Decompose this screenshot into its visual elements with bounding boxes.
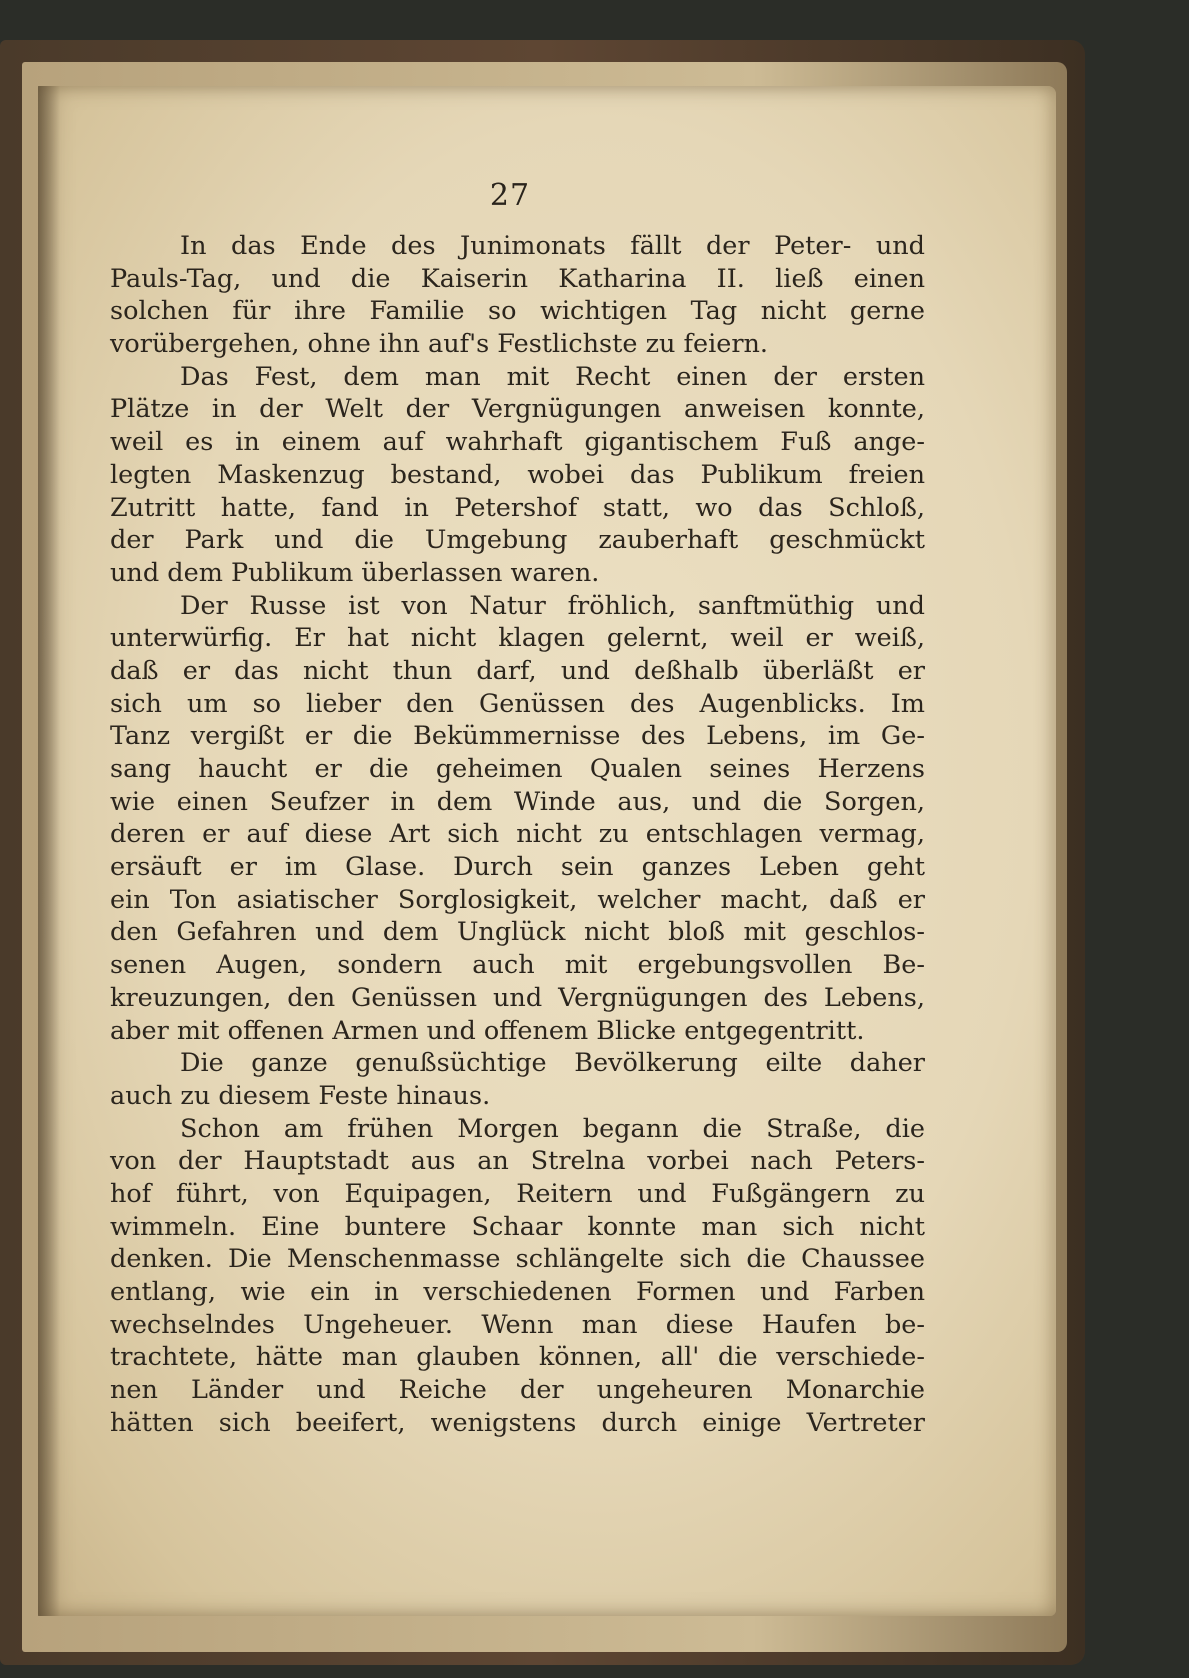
- text-line: nen Länder und Reiche der ungeheuren Monarchie: [110, 1375, 925, 1406]
- text-line: deren er auf diese Art sich nicht zu entschlagen vermag,: [110, 819, 925, 850]
- text-line: Zutritt hatte, fand in Petershof statt, wo das Schloß,: [110, 492, 925, 523]
- text-line: kreuzungen, den Genüssen und Vergnügungen des Lebens,: [110, 982, 925, 1013]
- page-gutter: [38, 86, 60, 1616]
- text-line: Das Fest, dem man mit Recht einen der ersten: [180, 361, 925, 392]
- text-line: daß er das nicht thun darf, und deßhalb überläßt er: [110, 655, 925, 686]
- text-line: trachtete, hätte man glauben können, all' die verschiede-: [110, 1342, 925, 1373]
- text-line: und dem Publikum überlassen waren.: [110, 557, 600, 588]
- text-line: senen Augen, sondern auch mit ergebungsvollen Be-: [110, 950, 925, 981]
- text-line: wie einen Seufzer in dem Winde aus, und die Sorgen,: [110, 786, 925, 817]
- text-line: auch zu diesem Feste hinaus.: [110, 1080, 491, 1111]
- text-line: wechselndes Ungeheuer. Wenn man diese Haufen be-: [110, 1309, 925, 1340]
- text-line: wimmeln. Eine buntere Schaar konnte man sich nicht: [110, 1211, 925, 1242]
- text-line: sich um so lieber den Genüssen des Augenblicks. Im: [110, 688, 925, 719]
- text-line: ersäuft er im Glase. Durch sein ganzes Leben geht: [110, 852, 925, 883]
- text-line: den Gefahren und dem Unglück nicht bloß mit geschlos-: [110, 917, 925, 948]
- text-line: unterwürfig. Er hat nicht klagen gelernt, weil er weiß,: [110, 623, 925, 654]
- text-line: legten Maskenzug bestand, wobei das Publikum freien: [110, 459, 925, 490]
- text-line: entlang, wie ein in verschiedenen Formen und Farben: [110, 1277, 925, 1307]
- text-line: Der Russe ist von Natur fröhlich, sanftmüthig und: [180, 590, 925, 621]
- text-line: hof führt, von Equipagen, Reitern und Fußgängern zu: [110, 1178, 925, 1209]
- text-line: weil es in einem auf wahrhaft gigantischem Fuß ange-: [110, 427, 925, 458]
- text-line: solchen für ihre Familie so wichtigen Tag nicht gerne: [110, 296, 925, 327]
- text-line: Schon am frühen Morgen begann die Straße, die: [180, 1113, 925, 1144]
- text-line: In das Ende des Junimonats fällt der Peter- und: [180, 231, 925, 261]
- text-line: von der Hauptstadt aus an Strelna vorbei nach Peters-: [110, 1146, 925, 1177]
- text-line: vorübergehen, ohne ihn auf's Festlichste zu feiern.: [110, 329, 769, 360]
- text-line: der Park und die Umgebung zauberhaft geschmückt: [110, 525, 925, 556]
- text-line: Tanz vergißt er die Bekümmernisse des Lebens, im Ge-: [110, 721, 925, 752]
- text-line: sang haucht er die geheimen Qualen seines Herzens: [110, 754, 925, 784]
- text-line: hätten sich beeifert, wenigstens durch einige Vertreter: [110, 1407, 925, 1438]
- text-line: Die ganze genußsüchtige Bevölkerung eilte daher: [180, 1048, 925, 1079]
- text-line: Plätze in der Welt der Vergnügungen anweisen konnte,: [110, 394, 925, 425]
- page-number: 27: [489, 178, 531, 213]
- text-line: Pauls-Tag, und die Kaiserin Katharina II. ließ einen: [110, 263, 925, 294]
- text-line: denken. Die Menschenmasse schlängelte sich die Chaussee: [110, 1244, 925, 1275]
- body-text: [110, 230, 925, 1439]
- text-line: ein Ton asiatischer Sorglosigkeit, welcher macht, daß er: [110, 884, 925, 915]
- text-line: aber mit offenen Armen und offenem Blicke entgegentritt.: [110, 1015, 865, 1046]
